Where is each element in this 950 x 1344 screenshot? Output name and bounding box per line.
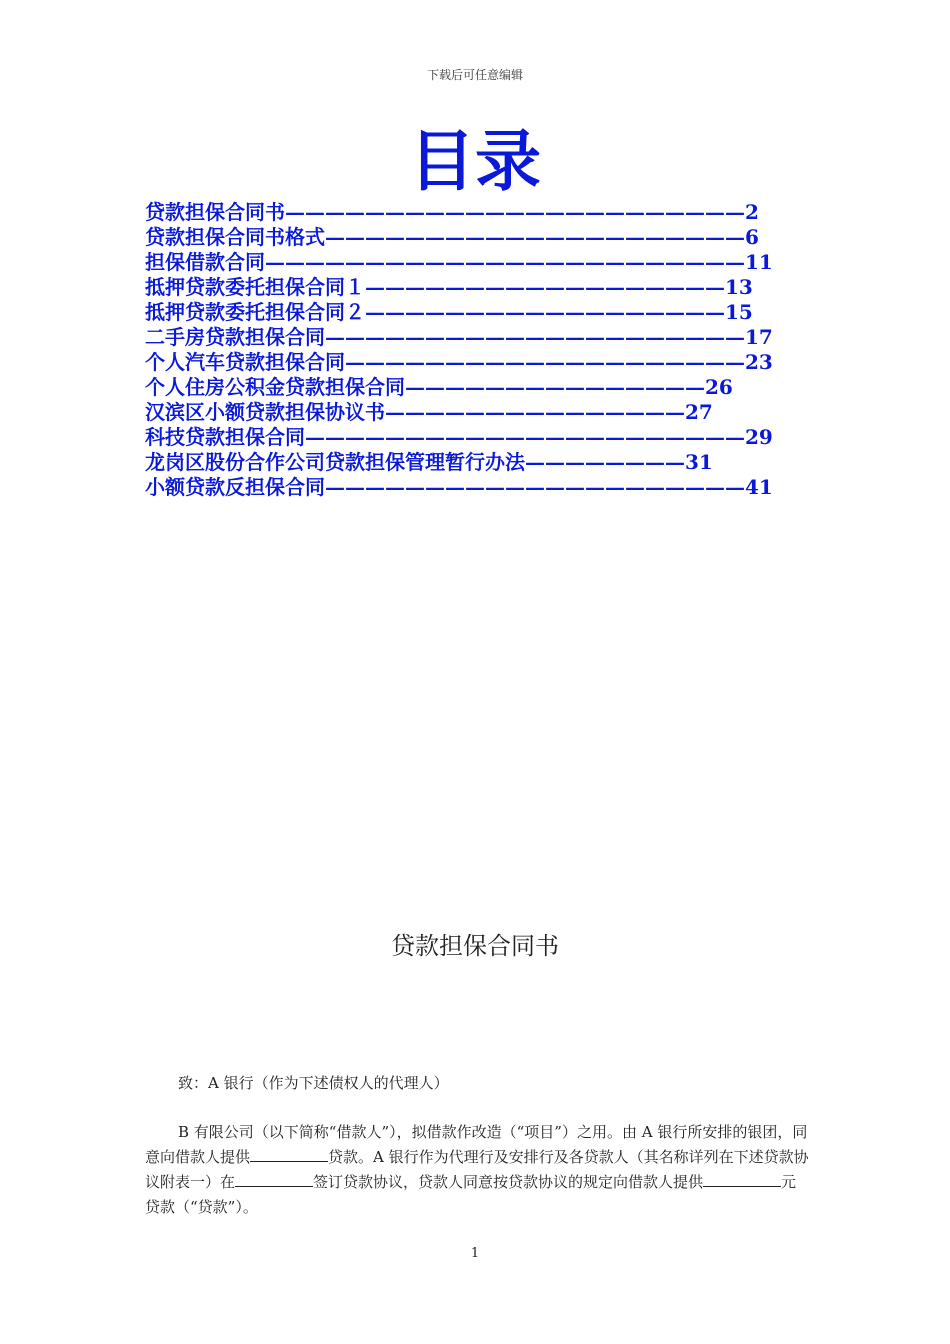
toc-entry[interactable]: 个人住房公积金贷款担保合同———————————————26 bbox=[145, 375, 733, 399]
document-heading: 贷款担保合同书 bbox=[391, 932, 559, 960]
fill-in-blank bbox=[235, 1170, 313, 1187]
fill-in-blank bbox=[703, 1170, 781, 1187]
toc-entry[interactable]: 小额贷款反担保合同—————————————————————41 bbox=[145, 475, 773, 499]
toc-entry[interactable]: 汉滨区小额贷款担保协议书———————————————27 bbox=[145, 400, 713, 424]
toc-entry[interactable]: 龙岗区股份合作公司贷款担保管理暂行办法————————31 bbox=[145, 450, 713, 474]
body-paragraph bbox=[145, 1120, 810, 1220]
toc-entry[interactable]: 二手房贷款担保合同—————————————————————17 bbox=[145, 325, 773, 349]
toc-entry[interactable]: 贷款担保合同书———————————————————————2 bbox=[145, 200, 759, 224]
page-number: 1 bbox=[470, 1246, 480, 1261]
toc-entry[interactable]: 抵押贷款委托担保合同２——————————————————15 bbox=[145, 300, 753, 324]
header-note: 下载后可任意编辑 bbox=[426, 68, 523, 82]
toc-entry[interactable]: 贷款担保合同书格式—————————————————————6 bbox=[145, 225, 759, 249]
toc-title: 目录 bbox=[409, 123, 541, 200]
salutation: 致：A 银行（作为下述债权人的代理人） bbox=[178, 1074, 449, 1092]
paragraph-text: B 有限公司（以下简称“借款人”），拟借款作改造（“项目”）之用。由 A 银行所安排的银团，同意向借款人提供 bbox=[145, 1123, 808, 1166]
table-of-contents bbox=[145, 200, 773, 500]
toc-entry[interactable]: 担保借款合同————————————————————————11 bbox=[145, 250, 773, 274]
toc-entry[interactable]: 科技贷款担保合同——————————————————————29 bbox=[145, 425, 773, 449]
paragraph-text: 签订贷款协议，贷款人同意按贷款协议的规定向借款人提供 bbox=[313, 1173, 704, 1191]
toc-entry[interactable]: 个人汽车贷款担保合同————————————————————23 bbox=[145, 350, 773, 374]
paragraph-text: 贷款。A 银行作为代理行及安排行及各贷款人（其名称详列在下述贷款协议附表一）在 bbox=[145, 1148, 809, 1191]
paragraph-text: 元贷款（“贷款”）。 bbox=[145, 1173, 797, 1216]
toc-entry[interactable]: 抵押贷款委托担保合同１——————————————————13 bbox=[145, 275, 753, 299]
fill-in-blank bbox=[250, 1145, 328, 1162]
